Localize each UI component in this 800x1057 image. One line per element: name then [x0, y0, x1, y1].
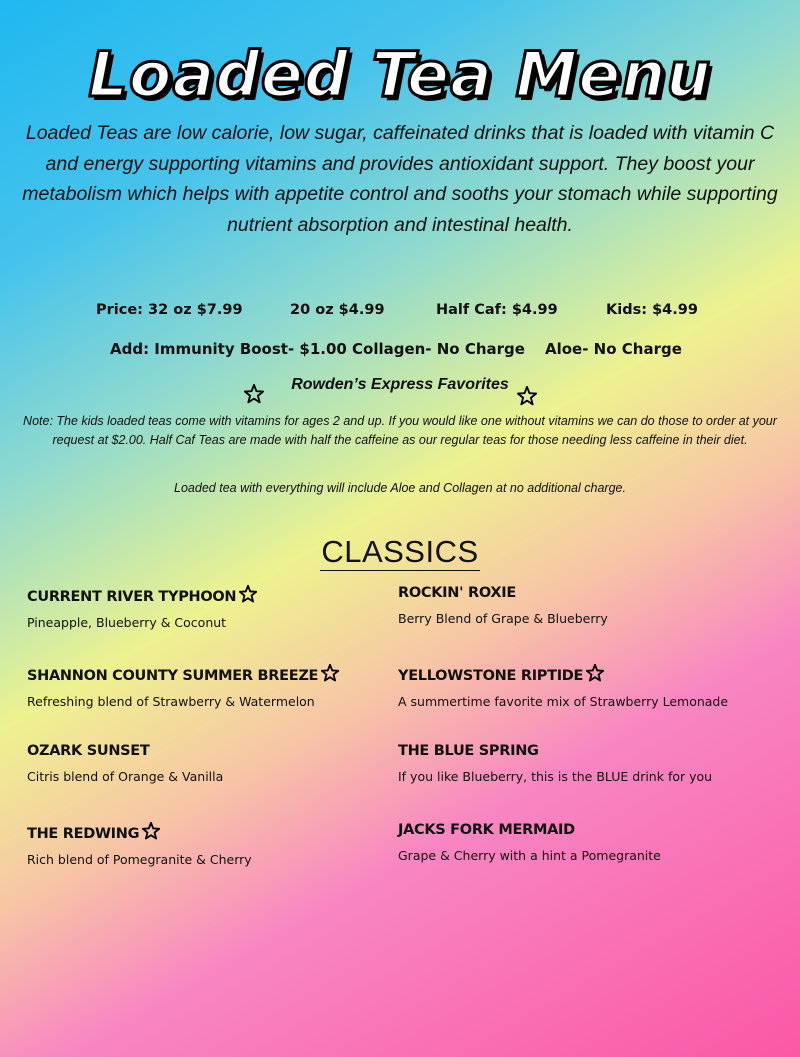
everything-note: Loaded tea with everything will include Aloe and Collagen at no additional charge. — [174, 481, 626, 495]
menu-item — [27, 585, 407, 630]
classics-heading: CLASSICS — [321, 534, 479, 569]
menu-item — [398, 585, 778, 626]
favorite-star-icon — [142, 822, 160, 840]
item-description: Citris blend of Orange & Vanilla — [27, 769, 224, 784]
addon-line — [0, 340, 800, 364]
item-name: ROCKIN' ROXIE — [398, 585, 516, 601]
item-name: OZARK SUNSET — [27, 743, 150, 759]
item-name: CURRENT RIVER TYPHOON — [27, 589, 237, 605]
item-name: THE BLUE SPRING — [398, 743, 539, 759]
menu-item — [27, 822, 407, 867]
menu-item — [27, 743, 407, 784]
favorites-label: Rowden’s Express Favorites — [291, 376, 509, 393]
item-name: SHANNON COUNTY SUMMER BREEZE — [27, 668, 319, 684]
item-description: A summertime favorite mix of Strawberry Lemonade — [398, 694, 729, 709]
price-line — [0, 302, 800, 326]
kids-note: Note: The kids loaded teas come with vitamins for ages 2 and up. If you would like one without vitamins we can do those to order at your request at $2.00. Half Caf Teas are made with half the caffeine as our regular teas for those needing less caffeine in their diet. — [23, 414, 777, 447]
item-description: Rich blend of Pomegranite & Cherry — [27, 852, 252, 867]
favorite-star-icon — [321, 664, 339, 682]
price-20oz: 20 oz $4.99 — [290, 302, 385, 318]
item-name: JACKS FORK MERMAID — [398, 822, 575, 838]
menu-title: Loaded Tea Menu — [88, 38, 712, 111]
item-name-row — [398, 664, 778, 684]
item-description: Berry Blend of Grape & Blueberry — [398, 611, 608, 626]
star-icon — [517, 386, 537, 406]
item-name-row — [27, 585, 407, 605]
item-description: Pineapple, Blueberry & Coconut — [27, 615, 227, 630]
favorite-star-icon — [239, 585, 257, 603]
section-title — [0, 534, 800, 570]
item-description: Grape & Cherry with a hint a Pomegranite — [398, 848, 661, 863]
item-description: If you like Blueberry, this is the BLUE drink for you — [398, 769, 713, 784]
item-description: Refreshing blend of Strawberry & Watermelon — [27, 694, 315, 709]
item-name-row — [27, 822, 407, 842]
menu-item — [27, 664, 407, 709]
menu-item — [398, 743, 778, 784]
price-kids: Kids: $4.99 — [606, 302, 698, 318]
addon-collagen: Collagen- No Charge — [352, 340, 525, 358]
menu-item — [398, 664, 778, 709]
addon-aloe: Aloe- No Charge — [545, 340, 682, 358]
addon-immunity: Add: Immunity Boost- $1.00 — [110, 340, 347, 358]
price-32oz: Price: 32 oz $7.99 — [96, 302, 243, 318]
item-name: YELLOWSTONE RIPTIDE — [398, 668, 584, 684]
favorite-star-icon — [586, 664, 604, 682]
item-name: THE REDWING — [27, 826, 140, 842]
item-name-row — [27, 664, 407, 684]
price-half-caf: Half Caf: $4.99 — [436, 302, 558, 318]
menu-item — [398, 822, 778, 863]
intro-paragraph: Loaded Teas are low calorie, low sugar, caffeinated drinks that is loaded with vitamin C and energy supporting vitamins and provides antioxidant support. They boost your metabolism which helps with appetite control and sooths your stomach while supporting nutrient absorption and intestinal health. — [22, 122, 778, 236]
